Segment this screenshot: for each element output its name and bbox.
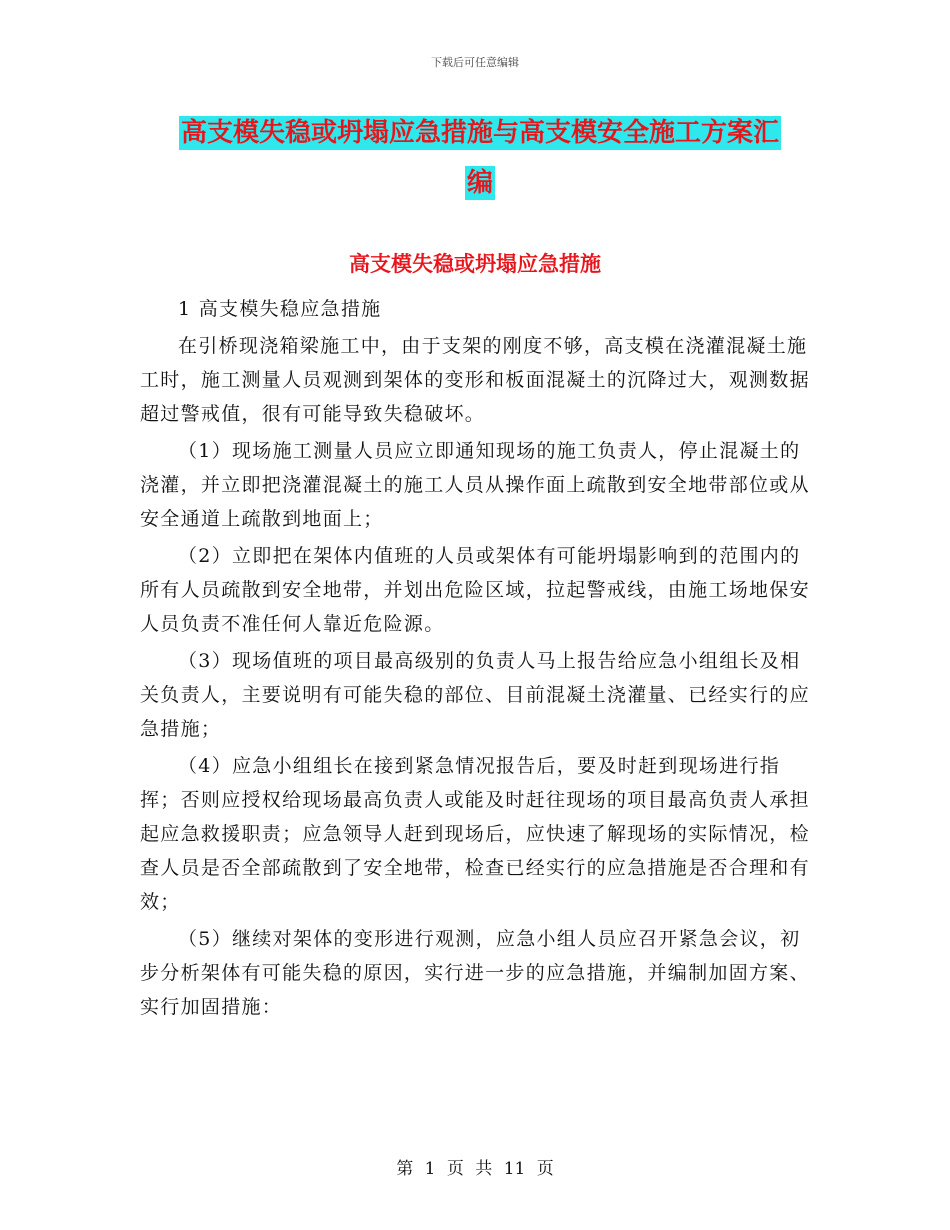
document-title-line-2: 编 [466, 168, 493, 198]
paragraph: （5）继续对架体的变形进行观测，应急小组人员应召开紧急会议，初步分析架体有可能失稳的原因，实行进一步的应急措施，并编制加固方案、实行加固措施： [140, 928, 810, 1018]
page-header-note: 下载后可任意编辑 [431, 56, 519, 69]
document-title [140, 108, 820, 208]
paragraph: （2）立即把在架体内值班的人员或架体有可能坍塌影响到的范围内的所有人员疏散到安全地带，并划出危险区域，拉起警戒线，由施工场地保安人员负责不准任何人靠近危险源。 [140, 545, 810, 635]
section-title: 高支模失稳或坍塌应急措施 [349, 251, 601, 276]
paragraph: （1）现场施工测量人员应立即通知现场的施工负责人，停止混凝土的浇灌，并立即把浇灌混凝土的施工人员从操作面上疏散到安全地带部位或从安全通道上疏散到地面上； [140, 440, 810, 530]
document-body [140, 292, 812, 1027]
subheading: 1 高支模失稳应急措施 [178, 298, 382, 320]
paragraph: 在引桥现浇箱梁施工中，由于支架的刚度不够，高支模在浇灌混凝土施工时，施工测量人员观测到架体的变形和板面混凝土的沉降过大，观测数据超过警戒值，很有可能导致失稳破坏。 [140, 335, 810, 425]
paragraph: （4）应急小组组长在接到紧急情况报告后，要及时赶到现场进行指挥；否则应授权给现场最高负责人或能及时赶往现场的项目最高负责人承担起应急救援职责；应急领导人赶到现场后，应快速了解现场的实际情况，检查人员是否全部疏散到了安全地带，检查已经实行的应急措施是否合理和有效； [140, 755, 810, 913]
paragraph: （3）现场值班的项目最高级别的负责人马上报告给应急小组组长及相关负责人，主要说明有可能失稳的部位、目前混凝土浇灌量、已经实行的应急措施； [140, 650, 810, 740]
document-title-line-1: 高支模失稳或坍塌应急措施与高支模安全施工方案汇 [180, 118, 779, 148]
page-number-footer: 第 1 页 共 11 页 [396, 1159, 554, 1179]
